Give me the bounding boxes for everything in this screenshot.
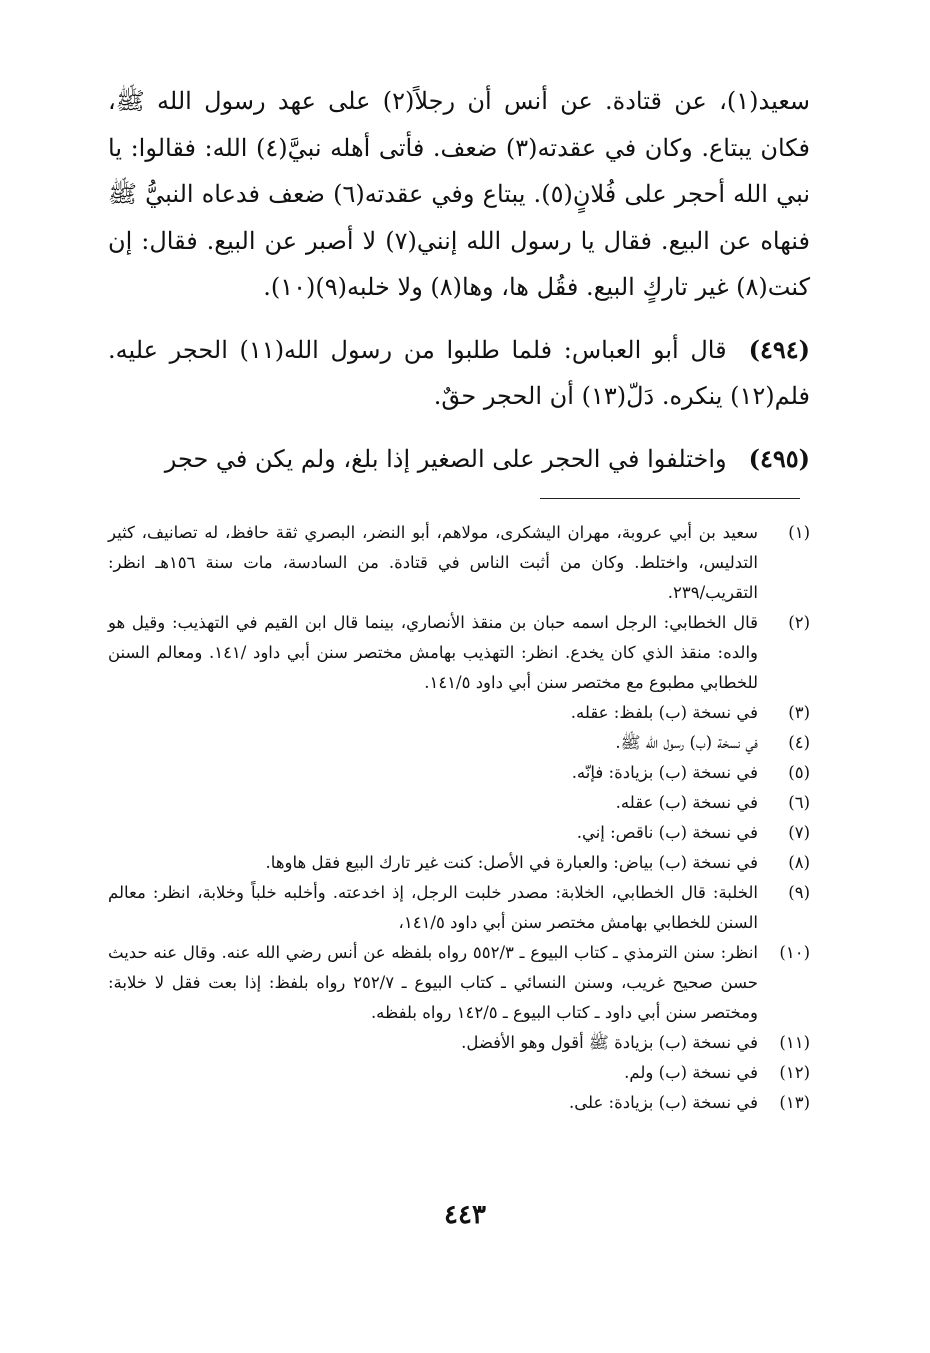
footnote — [108, 728, 810, 758]
footnote-text: في نسخة (ب) بياض: والعبارة في الأصل: كنت غير تارك البيع فقل هاوها. — [265, 853, 758, 872]
footnote-text: قال الخطابي: الرجل اسمه حبان بن منقذ الأنصاري، بينما قال ابن القيم في التهذيب: وقيل هو والده: منقذ الذي كان يخدع. انظر: التهذيب بهامش مختصر سنن أبي داود /١٤١. ومعالم السنن للخطابي مطبوع مع مختصر سنن أبي داود ١٤١/٥. — [108, 613, 758, 692]
footnote — [108, 1088, 810, 1118]
paragraph-number: (٤٩٤) — [748, 334, 810, 364]
footnotes — [108, 518, 810, 1118]
footnote-text: في نسخة (ب) بزيادة: فإنّه. — [571, 763, 758, 782]
footnote-text: في نسخة (ب) عقله. — [615, 793, 758, 812]
main-text — [108, 78, 810, 482]
footnote — [108, 758, 810, 788]
footnote — [108, 518, 810, 608]
footnote-number: (١٢) — [779, 1063, 810, 1082]
footnote-number: (١) — [788, 523, 810, 542]
footnote — [108, 848, 810, 878]
footnote — [108, 1058, 810, 1088]
footnote — [108, 938, 810, 1028]
footnote-number: (١٠) — [779, 943, 810, 962]
footnote-number: (٨) — [788, 853, 810, 872]
footnote-text: في نسخة (ب) بلفظ: عقله. — [570, 703, 758, 722]
footnote-text: في نسخة (ب) رسول الله ﷺ. — [615, 733, 758, 752]
paragraph-number: (٤٩٥) — [748, 443, 810, 473]
footnote-text: في نسخة (ب) بزيادة: على. — [568, 1093, 758, 1112]
footnote — [108, 698, 810, 728]
footnote-number: (٥) — [788, 763, 810, 782]
footnote — [108, 608, 810, 698]
footnote-number: (٩) — [788, 883, 810, 902]
footnote-text: الخلبة: قال الخطابي، الخلابة: مصدر خلبت الرجل، إذ اخدعته. وأخلبه خلباً وخلابة، انظر: معالم السنن للخطابي بهامش مختصر سنن أبي داود ١٤١/٥، — [108, 883, 758, 932]
paragraph-494 — [108, 327, 810, 420]
footnote-divider — [540, 498, 800, 499]
paragraph-text: قال أبو العباس: فلما طلبوا من رسول الله(١١) الحجر عليه. فلم(١٢) ينكره. دَلّ(١٣) أن الحجر حقٌ. — [108, 335, 810, 410]
footnote — [108, 1028, 810, 1058]
paragraph-continuation: سعيد(١)، عن قتادة. عن أنس أن رجلاً(٢) على عهد رسول الله ﷺ، فكان يبتاع. وكان في عقدته(٣) ضعف. فأتى أهله نبيَّ(٤) الله: فقالوا: يا نبي الله أحجر على فُلانٍ(٥). يبتاع وفي عقدته(٦) ضعف فدعاه النبيُّ ﷺ فنهاه عن البيع. فقال يا رسول الله إنني(٧) لا أصبر عن البيع. فقال: إن كنت(٨) غير تاركٍ البيع. فقُل ها، وها(٨) ولا خلبه(٩)(١٠). — [108, 87, 811, 301]
footnote-number: (١١) — [779, 1033, 810, 1052]
footnote-number: (٧) — [788, 823, 810, 842]
footnote-text: انظر: سنن الترمذي ـ كتاب البيوع ـ ٥٥٢/٣ رواه بلفظه عن أنس رضي الله عنه. وقال عنه حديث حسن صحيح غريب، وسنن النسائي ـ كتاب البيوع ـ ٢٥٢/٧ رواه بلفظ: إذا بعت فقل لا خلابة: ومختصر سنن أبي داود ـ كتاب البيوع ـ ١٤٢/٥ رواه بلفظه. — [108, 943, 758, 1022]
paragraph-495 — [108, 436, 810, 483]
footnote — [108, 788, 810, 818]
footnote-number: (٤) — [788, 733, 810, 752]
footnote — [108, 818, 810, 848]
paragraph-text: واختلفوا في الحجر على الصغير إذا بلغ، ولم يكن في حجر — [164, 444, 727, 473]
footnote — [108, 878, 810, 938]
footnote-number: (٣) — [788, 703, 810, 722]
page-number: ٤٤٣ — [444, 1200, 486, 1230]
footnote-text: في نسخة (ب) بزيادة ﷺ أقول وهو الأفضل. — [461, 1033, 758, 1052]
footnote-text: في نسخة (ب) ناقص: إني. — [576, 823, 758, 842]
footnote-text: سعيد بن أبي عروبة، مهران اليشكرى، مولاهم، أبو النضر، البصري ثقة حافظ، له تصانيف، كثير التدليس، واختلط. وكان من أثبت الناس في قتادة. من السادسة، مات سنة ١٥٦هـ انظر: التقريب/٢٣٩. — [108, 523, 758, 602]
footnote-number: (١٣) — [779, 1093, 810, 1112]
footnote-number: (٦) — [788, 793, 810, 812]
footnote-text: في نسخة (ب) ولم. — [624, 1063, 758, 1082]
footnote-number: (٢) — [788, 613, 810, 632]
